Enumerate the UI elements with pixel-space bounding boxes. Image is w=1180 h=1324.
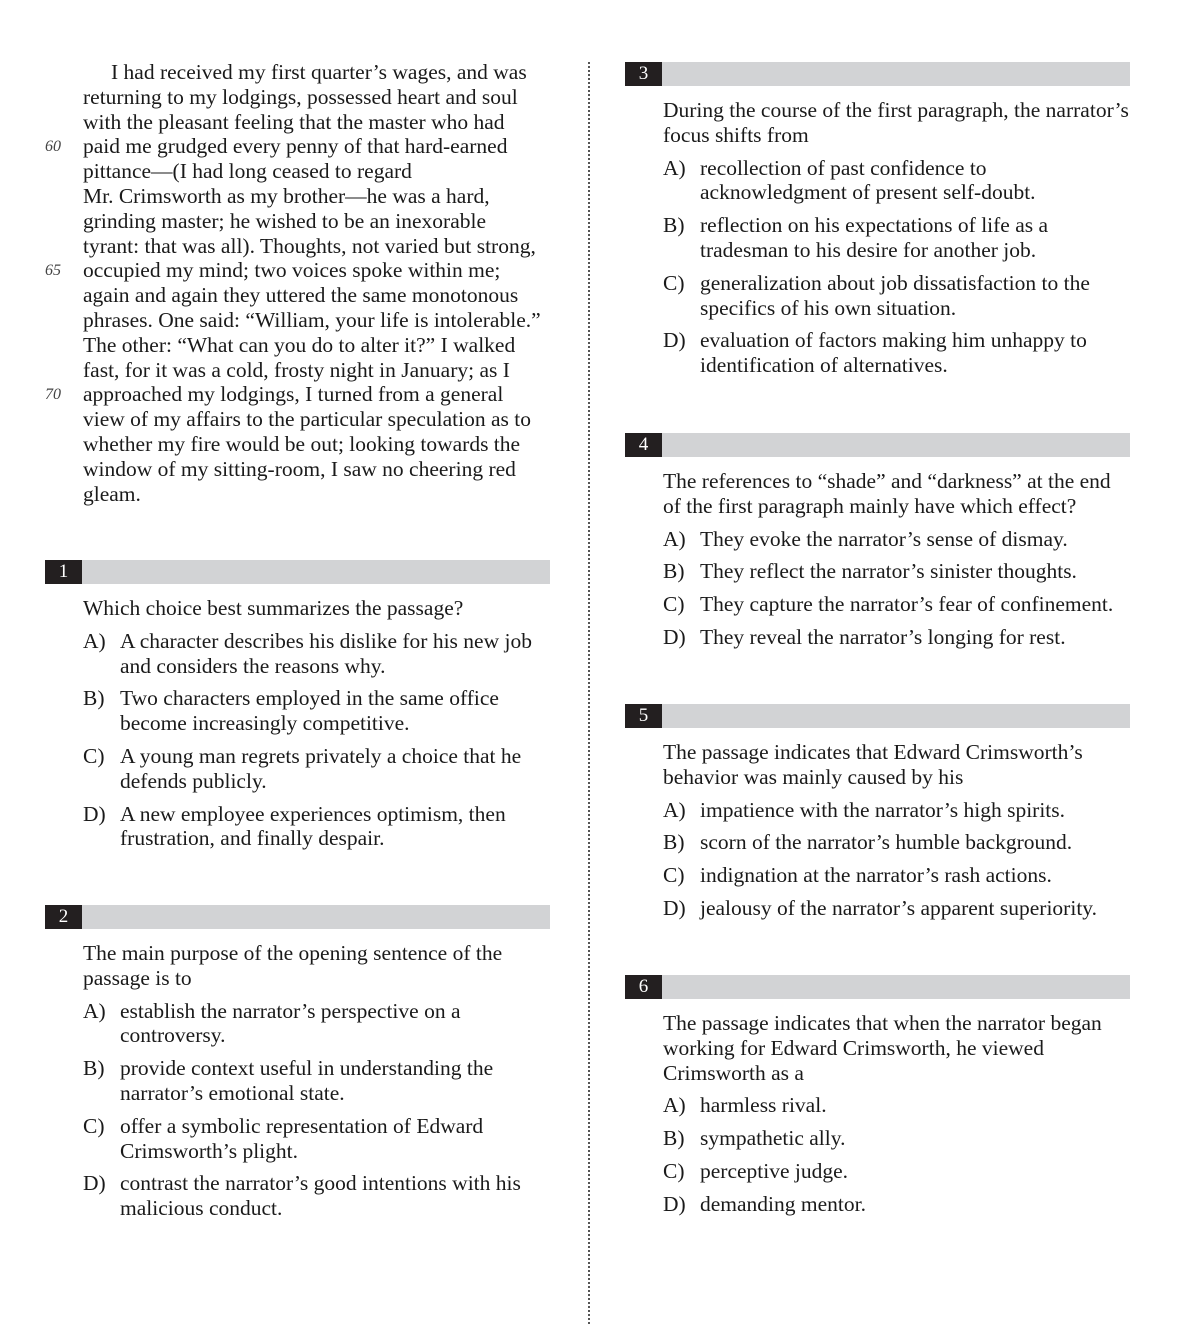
option-letter: A) [663, 797, 686, 822]
answer-option[interactable] [83, 1171, 550, 1221]
option-text: reflection on his expectations of life as a tradesman to his desire for another job. [700, 213, 1049, 262]
option-letter: D) [663, 1191, 686, 1216]
question-number: 4 [625, 433, 662, 457]
passage-line-text: I had received my first quarter’s wages, and was [111, 60, 527, 84]
question-body [45, 596, 550, 851]
option-letter: A) [83, 628, 106, 653]
line-number: 70 [45, 386, 61, 404]
option-text: establish the narrator’s perspective on a controversy. [120, 998, 461, 1048]
passage-line-text: with the pleasant feeling that the master who had [83, 109, 505, 134]
passage-line-text: pittance—(I had long ceased to regard [83, 159, 412, 184]
question-stem: The passage indicates that Edward Crimsworth’s behavior was mainly caused by his [663, 740, 1083, 789]
question-2 [45, 905, 550, 1229]
answer-option[interactable] [663, 625, 1130, 650]
option-text: scorn of the narrator’s humble background. [700, 830, 1073, 855]
passage-line-text: approached my lodgings, I turned from a general [83, 382, 504, 407]
passage-line [83, 159, 550, 184]
passage-line [83, 432, 550, 457]
passage-line-text: returning to my lodgings, possessed heart and soul [83, 84, 518, 109]
left-column [45, 60, 550, 1221]
question-stem: The references to “shade” and “darkness” at the end of the first paragraph mainly have which effect? [663, 469, 1111, 518]
answer-option[interactable] [663, 830, 1130, 855]
answer-option[interactable] [83, 1114, 550, 1164]
option-letter: D) [83, 1171, 106, 1196]
answer-option[interactable] [663, 527, 1130, 552]
passage-line [83, 457, 550, 482]
question-stem: During the course of the first paragraph, the narrator’s focus shifts from [663, 98, 1129, 147]
passage-line-text: window of my sitting-room, I saw no cheering red [83, 456, 516, 481]
option-text: sympathetic ally. [700, 1126, 846, 1151]
option-text: They evoke the narrator’s sense of dismay. [700, 526, 1068, 551]
option-text: indignation at the narrator’s rash actions. [700, 863, 1052, 888]
option-text: A character describes his dislike for his new job and considers the reasons why. [120, 628, 532, 678]
option-text: demanding mentor. [700, 1191, 866, 1216]
question-header-bar [625, 975, 1130, 999]
passage-line-text: again and again they uttered the same monotonous [83, 283, 519, 308]
option-text: contrast the narrator’s good intentions with his malicious conduct. [120, 1171, 521, 1221]
answer-option[interactable] [663, 156, 1130, 206]
passage-line [83, 308, 550, 333]
passage-line [45, 134, 550, 159]
passage-line-text: occupied my mind; two voices spoke within me; [83, 258, 501, 283]
answer-option[interactable] [83, 629, 550, 679]
line-number: 65 [45, 262, 61, 280]
option-letter: D) [663, 895, 686, 920]
option-letter: C) [663, 592, 685, 617]
passage-line-text: The other: “What can you do to alter it?” I walked [83, 332, 516, 357]
question-number: 3 [625, 62, 662, 86]
option-letter: C) [83, 743, 105, 768]
passage-line-text: phrases. One said: “William, your life is intolerable.” [83, 307, 541, 332]
option-letter: B) [663, 213, 685, 238]
answer-option[interactable] [83, 1056, 550, 1106]
question-header-bar [45, 560, 550, 584]
option-letter: C) [663, 863, 685, 888]
question-3 [625, 62, 1130, 386]
question-5 [625, 704, 1130, 929]
passage-line-text: Mr. Crimsworth as my brother—he was a hard, [83, 183, 490, 208]
question-body [45, 941, 550, 1221]
option-text: impatience with the narrator’s high spirits. [700, 797, 1066, 822]
passage-line [45, 258, 550, 283]
answer-option[interactable] [663, 896, 1130, 921]
passage-line [45, 382, 550, 407]
question-4 [625, 433, 1130, 658]
option-text: They capture the narrator’s fear of confinement. [700, 592, 1114, 617]
option-text: recollection of past confidence to acknowledgment of present self-doubt. [700, 155, 1036, 205]
question-stem: The main purpose of the opening sentence of the passage is to [83, 941, 503, 990]
question-header-bar [625, 62, 1130, 86]
option-letter: D) [663, 624, 686, 649]
answer-option[interactable] [663, 798, 1130, 823]
option-text: offer a symbolic representation of Edward Crimsworth’s plight. [120, 1113, 484, 1163]
passage-line [83, 234, 550, 259]
answer-option[interactable] [663, 559, 1130, 584]
option-letter: A) [83, 998, 106, 1023]
option-letter: B) [83, 1056, 105, 1081]
passage-line [83, 184, 550, 209]
passage-line [83, 358, 550, 383]
option-text: harmless rival. [700, 1093, 827, 1118]
question-header-bar [625, 704, 1130, 728]
passage [45, 60, 550, 506]
question-body [625, 1011, 1130, 1217]
answer-option[interactable] [663, 1093, 1130, 1118]
answer-option[interactable] [83, 802, 550, 852]
option-letter: C) [83, 1113, 105, 1138]
passage-line-text: paid me grudged every penny of that hard-earned [83, 134, 508, 159]
question-number: 6 [625, 975, 662, 999]
answer-option[interactable] [83, 686, 550, 736]
option-text: A new employee experiences optimism, then frustration, and finally despair. [120, 801, 506, 851]
answer-option[interactable] [663, 1159, 1130, 1184]
answer-option[interactable] [83, 999, 550, 1049]
question-body [625, 469, 1130, 650]
answer-option[interactable] [663, 1192, 1130, 1217]
option-letter: A) [663, 1093, 686, 1118]
passage-line [83, 85, 550, 110]
passage-line [83, 333, 550, 358]
passage-line [83, 482, 550, 507]
option-text: A young man regrets privately a choice that he defends publicly. [120, 743, 522, 793]
answer-option[interactable] [663, 213, 1130, 263]
question-1 [45, 560, 550, 859]
answer-option[interactable] [663, 1126, 1130, 1151]
passage-line-text: tyrant: that was all). Thoughts, not varied but strong, [83, 233, 536, 258]
answer-option[interactable] [663, 592, 1130, 617]
option-letter: D) [663, 328, 686, 353]
passage-line-text: view of my affairs to the particular speculation as to [83, 407, 531, 432]
option-letter: A) [663, 526, 686, 551]
passage-line [83, 283, 550, 308]
answer-option[interactable] [663, 271, 1130, 321]
option-text: evaluation of factors making him unhappy to identification of alternatives. [700, 328, 1087, 378]
question-stem: Which choice best summarizes the passage? [83, 596, 464, 620]
question-number: 2 [45, 905, 82, 929]
option-text: They reflect the narrator’s sinister thoughts. [700, 559, 1077, 584]
line-number: 60 [45, 138, 61, 156]
option-letter: B) [663, 559, 685, 584]
option-letter: C) [663, 270, 685, 295]
passage-line-text: grinding master; he wished to be an inexorable [83, 208, 487, 233]
question-body [625, 740, 1130, 921]
question-header-bar [625, 433, 1130, 457]
question-stem: The passage indicates that when the narrator began working for Edward Crimsworth, he viewed Crimsworth as a [663, 1011, 1102, 1085]
passage-line [83, 60, 550, 85]
passage-line [83, 110, 550, 135]
option-letter: D) [83, 801, 106, 826]
option-letter: C) [663, 1158, 685, 1183]
option-letter: B) [663, 1126, 685, 1151]
question-body [625, 98, 1130, 378]
option-text: They reveal the narrator’s longing for rest. [700, 624, 1066, 649]
option-text: Two characters employed in the same office become increasingly competitive. [120, 686, 499, 736]
option-text: generalization about job dissatisfaction to the specifics of his own situation. [700, 270, 1090, 320]
option-text: jealousy of the narrator’s apparent superiority. [700, 895, 1098, 920]
option-letter: B) [83, 686, 105, 711]
answer-option[interactable] [663, 863, 1130, 888]
passage-line-text: gleam. [83, 481, 141, 506]
answer-option[interactable] [83, 744, 550, 794]
question-number: 1 [45, 560, 82, 584]
passage-line-text: whether my fire would be out; looking towards the [83, 431, 521, 456]
answer-option[interactable] [663, 328, 1130, 378]
question-number: 5 [625, 704, 662, 728]
question-header-bar [45, 905, 550, 929]
question-6 [625, 975, 1130, 1225]
option-text: provide context useful in understanding the narrator’s emotional state. [120, 1056, 494, 1105]
option-text: perceptive judge. [700, 1158, 849, 1183]
passage-line [83, 209, 550, 234]
passage-line [83, 407, 550, 432]
option-letter: B) [663, 830, 685, 855]
passage-line-text: fast, for it was a cold, frosty night in January; as I [83, 357, 510, 382]
column-divider [588, 62, 590, 1324]
option-letter: A) [663, 155, 686, 180]
